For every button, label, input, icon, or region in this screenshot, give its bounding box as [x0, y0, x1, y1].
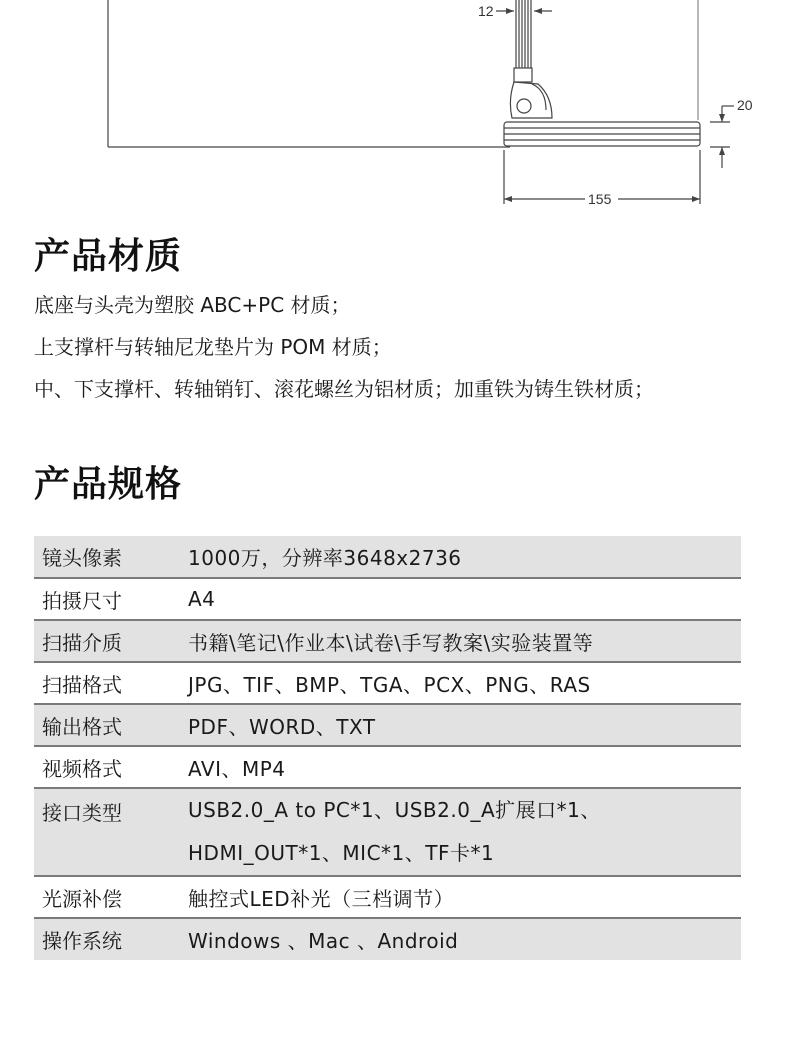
- spec-row-video-format: [34, 746, 741, 788]
- material-line: 中、下支撑杆、转轴销钉、滚花螺丝为铝材质；加重铁为铸生铁材质；: [34, 377, 654, 401]
- spec-value: 1000万，分辨率3648x2736: [188, 546, 462, 570]
- spec-row-os: [34, 918, 741, 960]
- spec-row-output-format: [34, 704, 741, 746]
- spec-key: 拍摄尺寸: [42, 588, 122, 613]
- material-line: 上支撑杆与转轴尼龙垫片为 POM 材质；: [34, 335, 392, 359]
- spec-value: PDF、WORD、TXT: [188, 714, 376, 739]
- spec-row-interface: [34, 788, 741, 876]
- spec-key: 接口类型: [42, 801, 122, 825]
- arm-joint-pivot: [517, 99, 531, 113]
- spec-key: 视频格式: [42, 756, 122, 781]
- spec-value: [186, 788, 741, 876]
- spec-key: 输出格式: [42, 714, 122, 739]
- spec-value: 书籍\笔记\作业本\试卷\手写教案\实验装置等: [188, 630, 594, 655]
- dim-label-20: 20: [737, 97, 753, 113]
- spec-value: 触控式LED补光（三档调节）: [188, 886, 455, 911]
- spec-key: 光源补偿: [42, 886, 122, 911]
- spec-value: JPG、TIF、BMP、TGA、PCX、PNG、RAS: [188, 672, 591, 697]
- spec-key: 扫描格式: [42, 672, 122, 697]
- spec-table: [34, 536, 741, 960]
- spec-value: AVI、MP4: [188, 756, 286, 781]
- dim-label-155: 155: [588, 191, 612, 207]
- material-description: [34, 284, 774, 410]
- spec-row-capture-size: [34, 578, 741, 620]
- spec-row-scan-media: [34, 620, 741, 662]
- spec-row-scan-format: [34, 662, 741, 704]
- material-line: 底座与头壳为塑胶 ABC+PC 材质；: [34, 293, 351, 317]
- spec-value-line: USB2.0_A to PC*1、USB2.0_A扩展口*1、: [188, 798, 601, 822]
- spec-row-light-compensation: [34, 876, 741, 918]
- arm-cables: [516, 0, 531, 68]
- arm-joint-curve: [532, 84, 546, 110]
- dim-label-12: 12: [478, 3, 494, 19]
- spec-value-line: HDMI_OUT*1、MIC*1、TF卡*1: [188, 841, 495, 865]
- technical-drawing: [0, 0, 790, 215]
- spec-title: 产品规格: [34, 464, 183, 505]
- material-title: 产品材质: [34, 236, 183, 277]
- spec-key: 扫描介质: [42, 630, 122, 655]
- arm-joint-body: [510, 82, 552, 118]
- spec-key: 操作系统: [42, 929, 122, 953]
- spec-value: A4: [188, 587, 216, 611]
- arm-connector: [514, 68, 532, 82]
- spec-key: 镜头像素: [42, 546, 122, 570]
- spec-value: Windows 、Mac 、Android: [188, 929, 459, 953]
- spec-row-lens-pixels: [34, 536, 741, 578]
